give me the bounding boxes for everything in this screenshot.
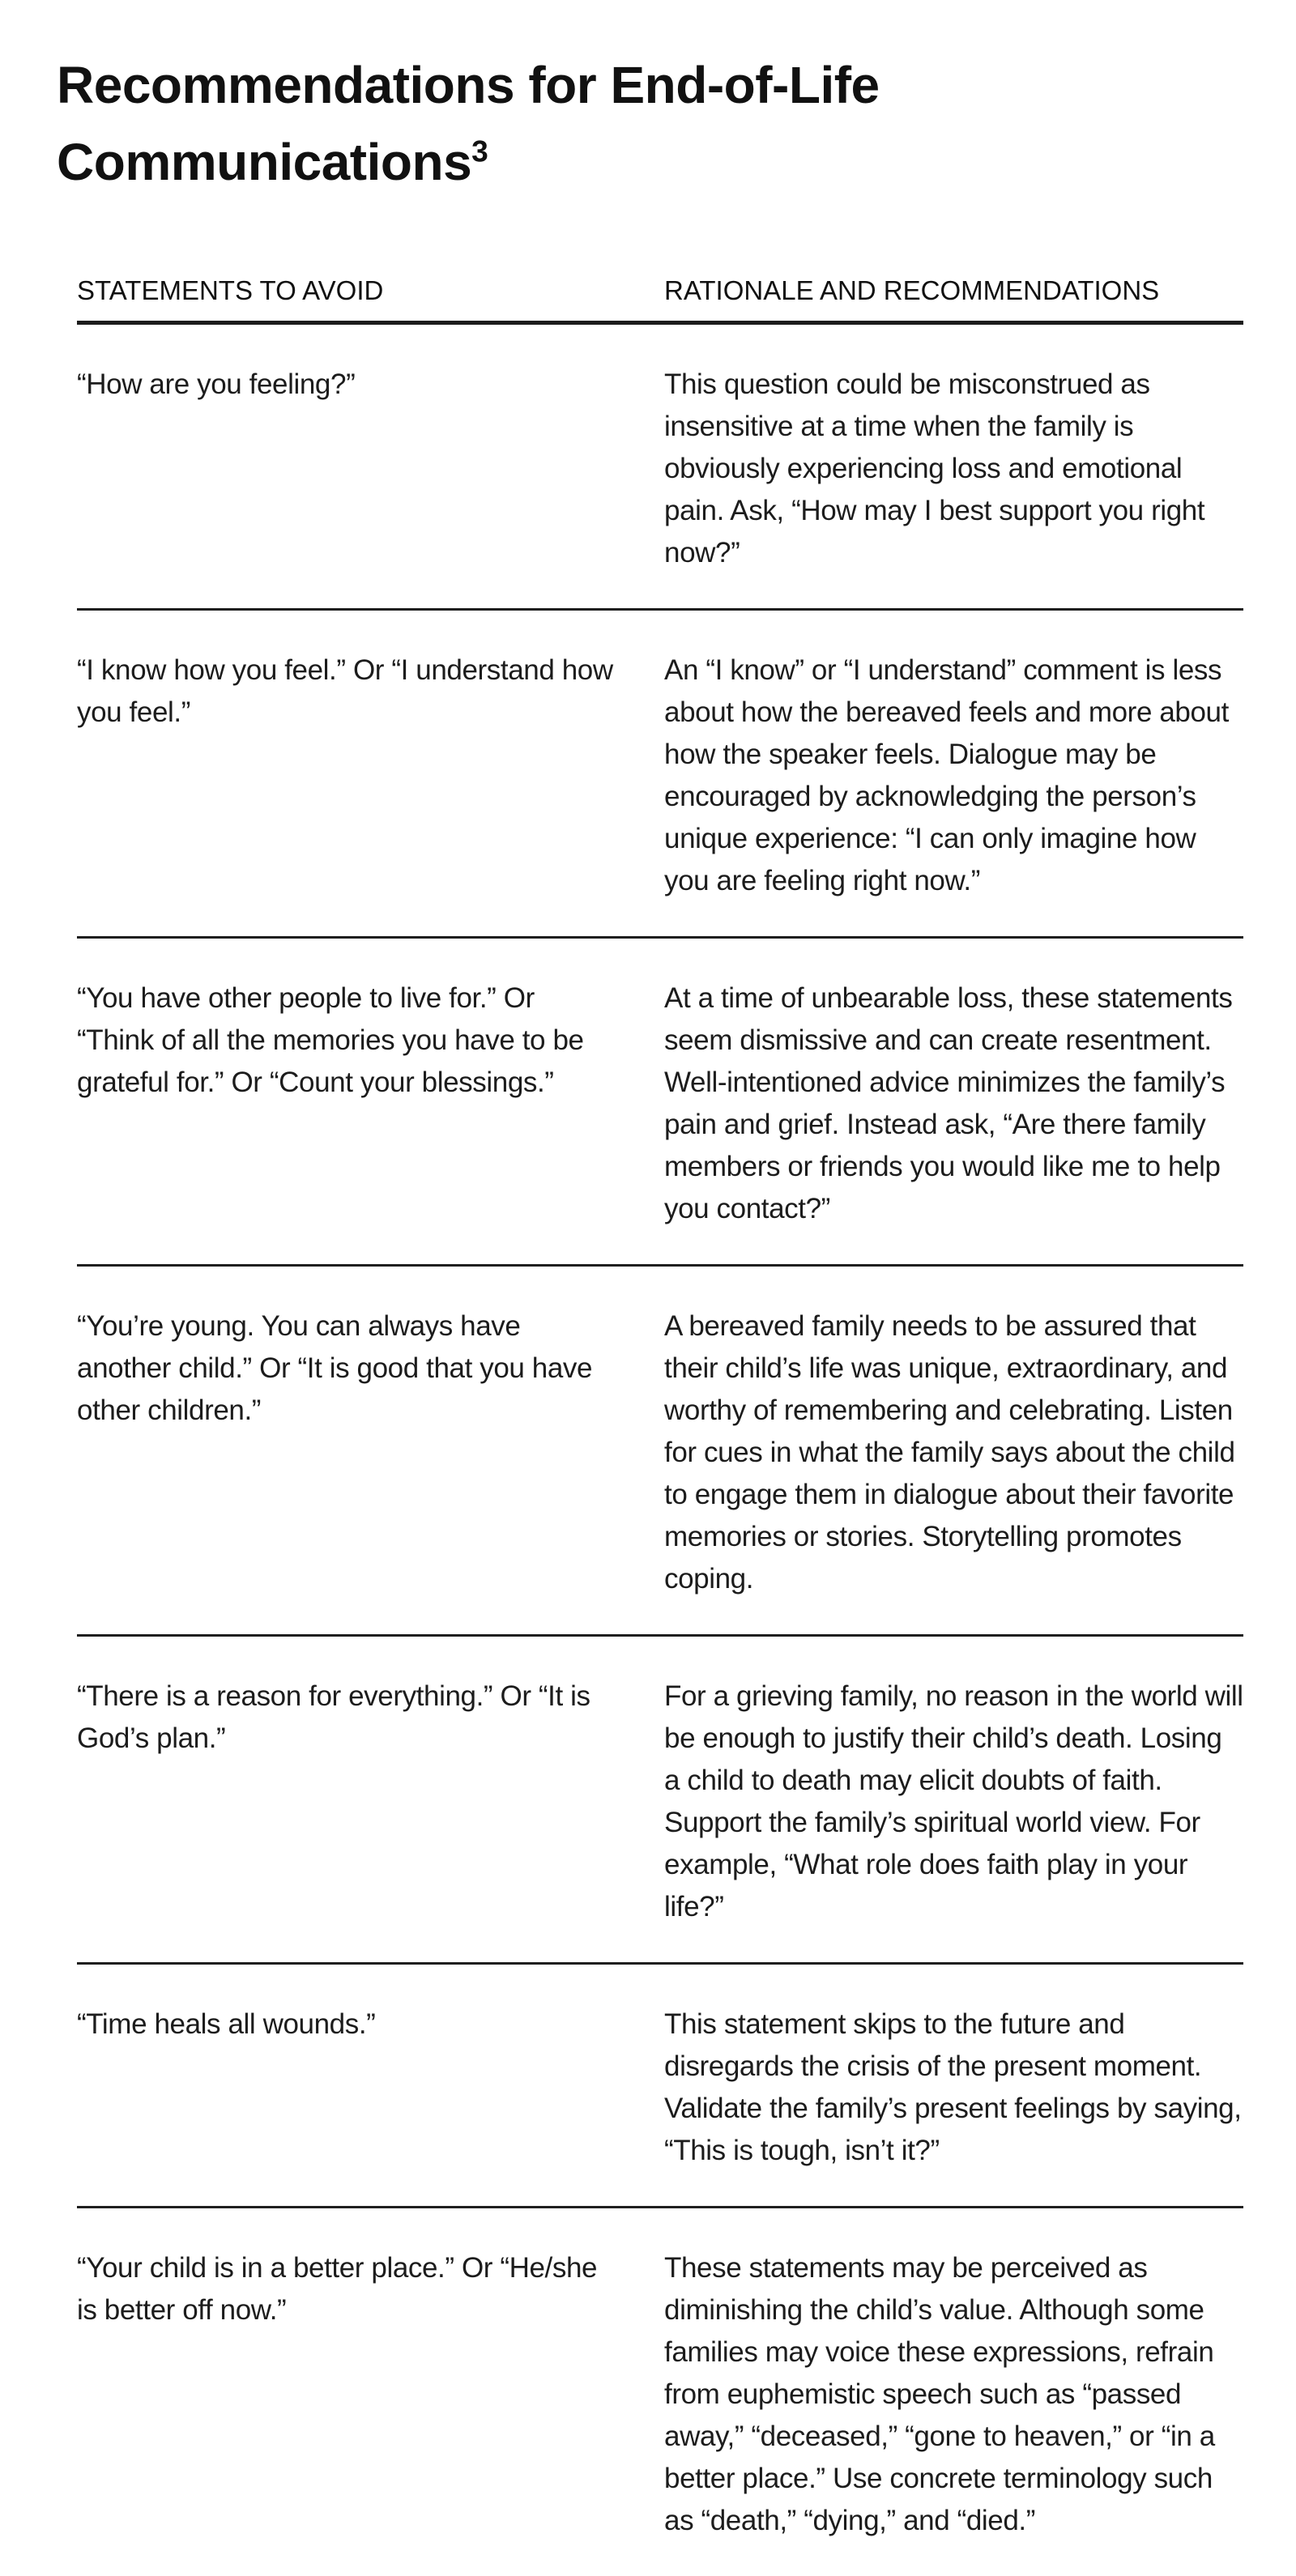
statement-to-avoid: “Time heals all wounds.” xyxy=(77,2008,376,2040)
table-row xyxy=(77,1267,1243,1637)
table-row xyxy=(77,939,1243,1267)
footnote-reference: 3 xyxy=(471,134,488,168)
rationale-text: This question could be misconstrued as insensitive at a time when the family is obviously experiencing loss and emotional pain. Ask, “How may I best support you right now?” xyxy=(664,368,1205,568)
table-row xyxy=(77,1965,1243,2208)
rationale-text: An “I know” or “I understand” comment is less about how the bereaved feels and more about how the speaker feels. Dialogue may be encouraged by acknowledging the person’s unique experience: “I can only imagine how you are feeling right now.” xyxy=(664,654,1229,896)
statement-to-avoid: “I know how you feel.” Or “I understand how you feel.” xyxy=(77,654,613,728)
column-header-statements-to-avoid: STATEMENTS TO AVOID xyxy=(77,275,384,305)
table-row xyxy=(77,611,1243,939)
rationale-text: For a grieving family, no reason in the world will be enough to justify their child’s death. Losing a child to death may elicit doubts of faith. Support the family’s spiritual world view. For example, “What role does faith play in your life?” xyxy=(664,1680,1243,1922)
table-header-row xyxy=(77,275,1243,325)
statement-to-avoid: “You’re young. You can always have another child.” Or “It is good that you have other children.” xyxy=(77,1310,593,1426)
rationale-text: These statements may be perceived as diminishing the child’s value. Although some families may voice these expressions, refrain from euphemistic speech such as “passed away,” “deceased,” “gone to heaven,” or “in a better place.” Use concrete terminology such as “death,” “dying,” and “died.” xyxy=(664,2252,1215,2536)
statement-to-avoid: “How are you feeling?” xyxy=(77,368,356,400)
statement-to-avoid: “Your child is in a better place.” Or “He/she is better off now.” xyxy=(77,2252,598,2326)
table-row xyxy=(77,325,1243,611)
column-header-rationale: RATIONALE AND RECOMMENDATIONS xyxy=(664,275,1160,305)
statement-to-avoid: “There is a reason for everything.” Or “It is God’s plan.” xyxy=(77,1680,590,1754)
page-title-line1: Recommendations for End-of-Life xyxy=(57,56,880,114)
recommendations-table xyxy=(77,275,1243,2576)
statement-to-avoid: “You have other people to live for.” Or “Think of all the memories you have to be grateful for.” Or “Count your blessings.” xyxy=(77,982,584,1098)
rationale-text: A bereaved family needs to be assured that their child’s life was unique, extraordinary, and worthy of remembering and celebrating. Listen for cues in what the family says about the child to engage them in dialogue about their favorite memories or stories. Storytelling promotes coping. xyxy=(664,1310,1235,1595)
page-title xyxy=(57,47,1231,201)
table-row xyxy=(77,2208,1243,2576)
rationale-text: At a time of unbearable loss, these statements seem dismissive and can create resentment. Well-intentioned advice minimizes the family’s pain and grief. Instead ask, “Are there family members or friends you would like me to help you contact?” xyxy=(664,982,1233,1224)
rationale-text: This statement skips to the future and disregards the crisis of the present moment. Validate the family’s present feelings by saying, “This is tough, isn’t it?” xyxy=(664,2008,1242,2166)
page-title-line2: Communications xyxy=(57,133,472,191)
table-row xyxy=(77,1637,1243,1965)
